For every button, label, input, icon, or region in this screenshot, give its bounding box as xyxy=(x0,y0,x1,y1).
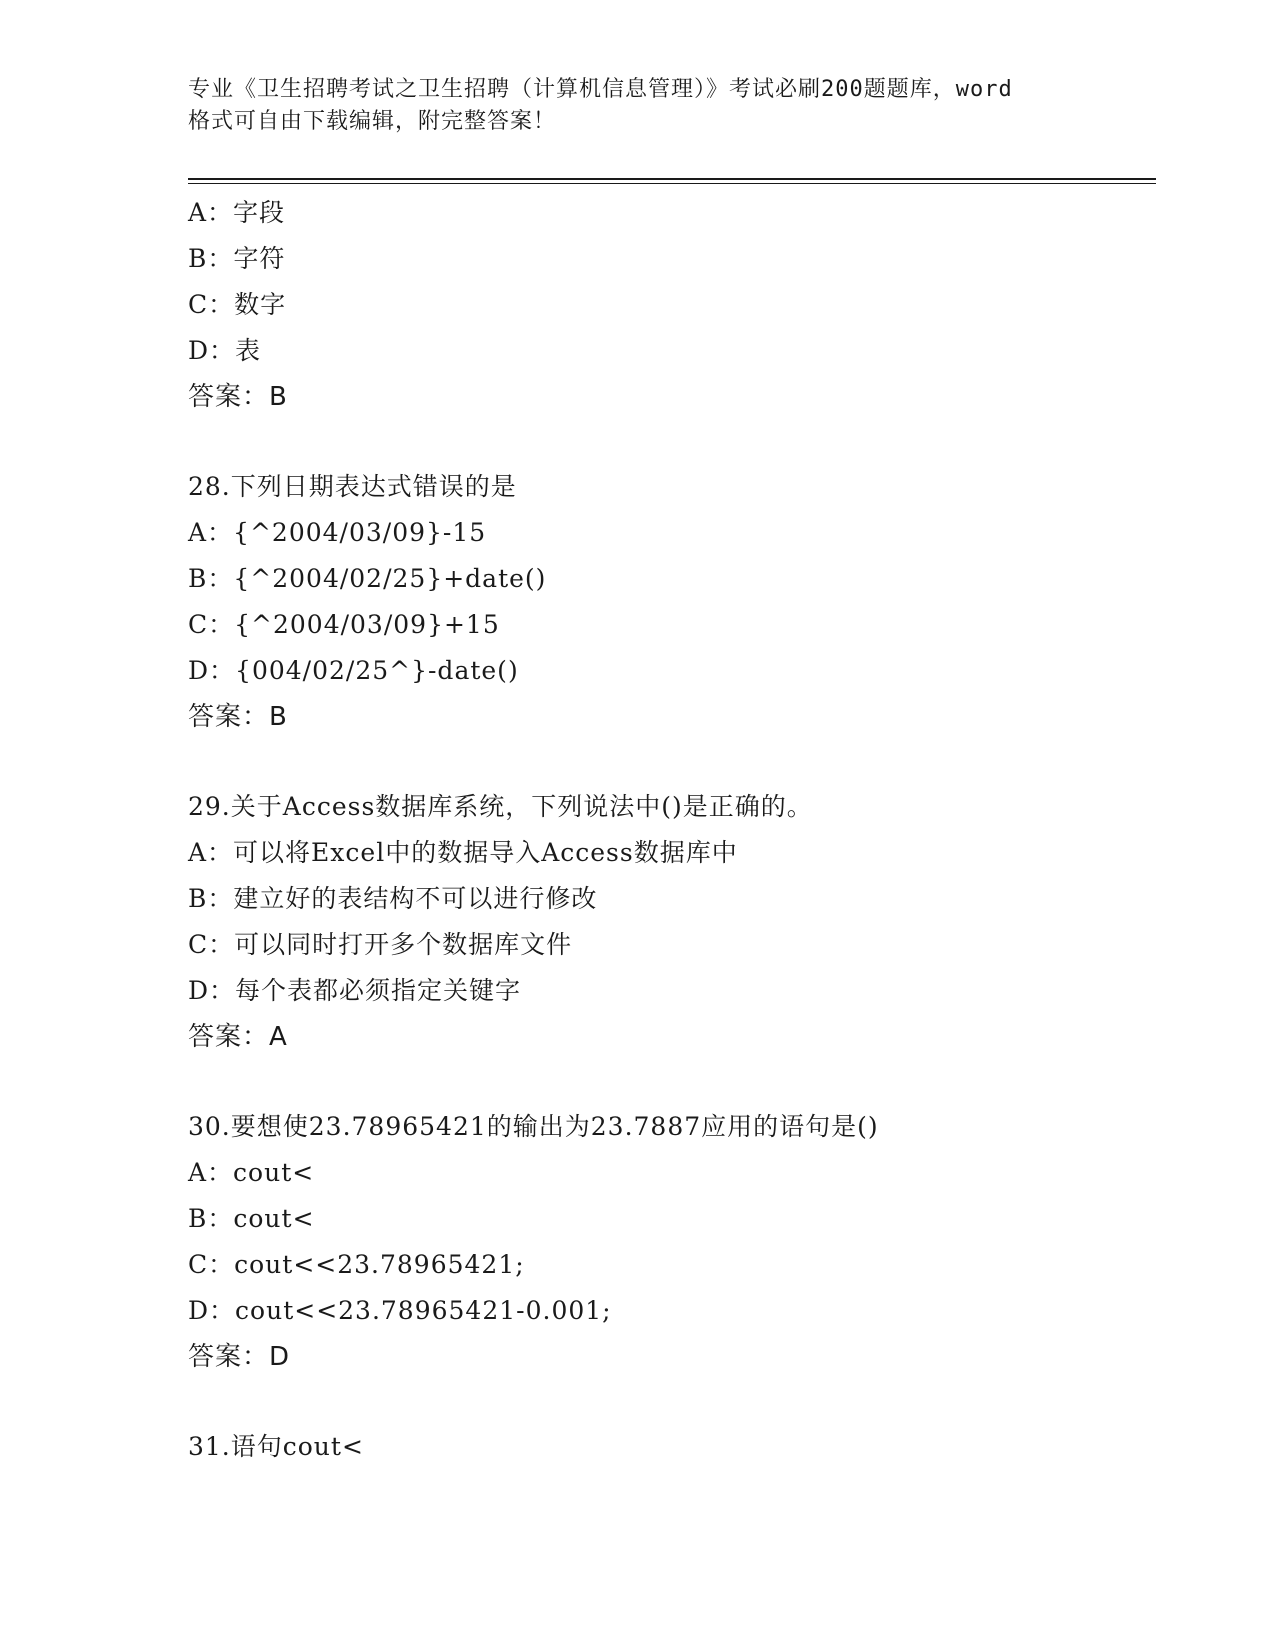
option-a: A：字段 xyxy=(188,198,286,227)
header-line-1: 专业《卫生招聘考试之卫生招聘（计算机信息管理）》考试必刷200题题库，word xyxy=(188,77,1013,102)
header-divider-thin xyxy=(188,183,1156,184)
answer: 答案：D xyxy=(188,1342,291,1372)
option-b: B：建立好的表结构不可以进行修改 xyxy=(188,884,598,913)
question-29 xyxy=(188,784,1156,1060)
option-a: A：cout< xyxy=(188,1158,315,1187)
question-27 xyxy=(188,190,1156,420)
option-c: C：cout<<23.78965421; xyxy=(188,1250,525,1279)
answer: 答案：A xyxy=(188,1022,288,1052)
option-d: D：{004/02/25^}-date() xyxy=(188,656,519,685)
answer: 答案：B xyxy=(188,702,288,732)
option-d: D：每个表都必须指定关键字 xyxy=(188,976,522,1005)
question-list xyxy=(188,190,1156,1470)
question-stem: 28.下列日期表达式错误的是 xyxy=(188,472,517,501)
answer: 答案：B xyxy=(188,382,288,412)
question-30 xyxy=(188,1104,1156,1380)
option-d: D：表 xyxy=(188,336,262,365)
option-d: D：cout<<23.78965421-0.001; xyxy=(188,1296,612,1325)
question-28 xyxy=(188,464,1156,740)
option-b: B：cout< xyxy=(188,1204,315,1233)
option-b: B：{^2004/02/25}+date() xyxy=(188,564,547,593)
option-a: A：{^2004/03/09}-15 xyxy=(188,518,487,547)
option-a: A：可以将Excel中的数据导入Access数据库中 xyxy=(188,838,738,867)
header-line-2: 格式可自由下载编辑，附完整答案！ xyxy=(188,109,557,134)
option-c: C：数字 xyxy=(188,290,287,319)
option-c: C：{^2004/03/09}+15 xyxy=(188,610,500,639)
option-c: C：可以同时打开多个数据库文件 xyxy=(188,930,573,959)
header-divider-thick xyxy=(188,178,1156,180)
question-stem: 31.语句cout< xyxy=(188,1432,364,1461)
question-31 xyxy=(188,1424,1156,1470)
document-header xyxy=(188,74,1088,138)
question-stem: 29.关于Access数据库系统，下列说法中()是正确的。 xyxy=(188,792,813,821)
option-b: B：字符 xyxy=(188,244,286,273)
question-stem: 30.要想使23.78965421的输出为23.7887应用的语句是() xyxy=(188,1112,879,1141)
